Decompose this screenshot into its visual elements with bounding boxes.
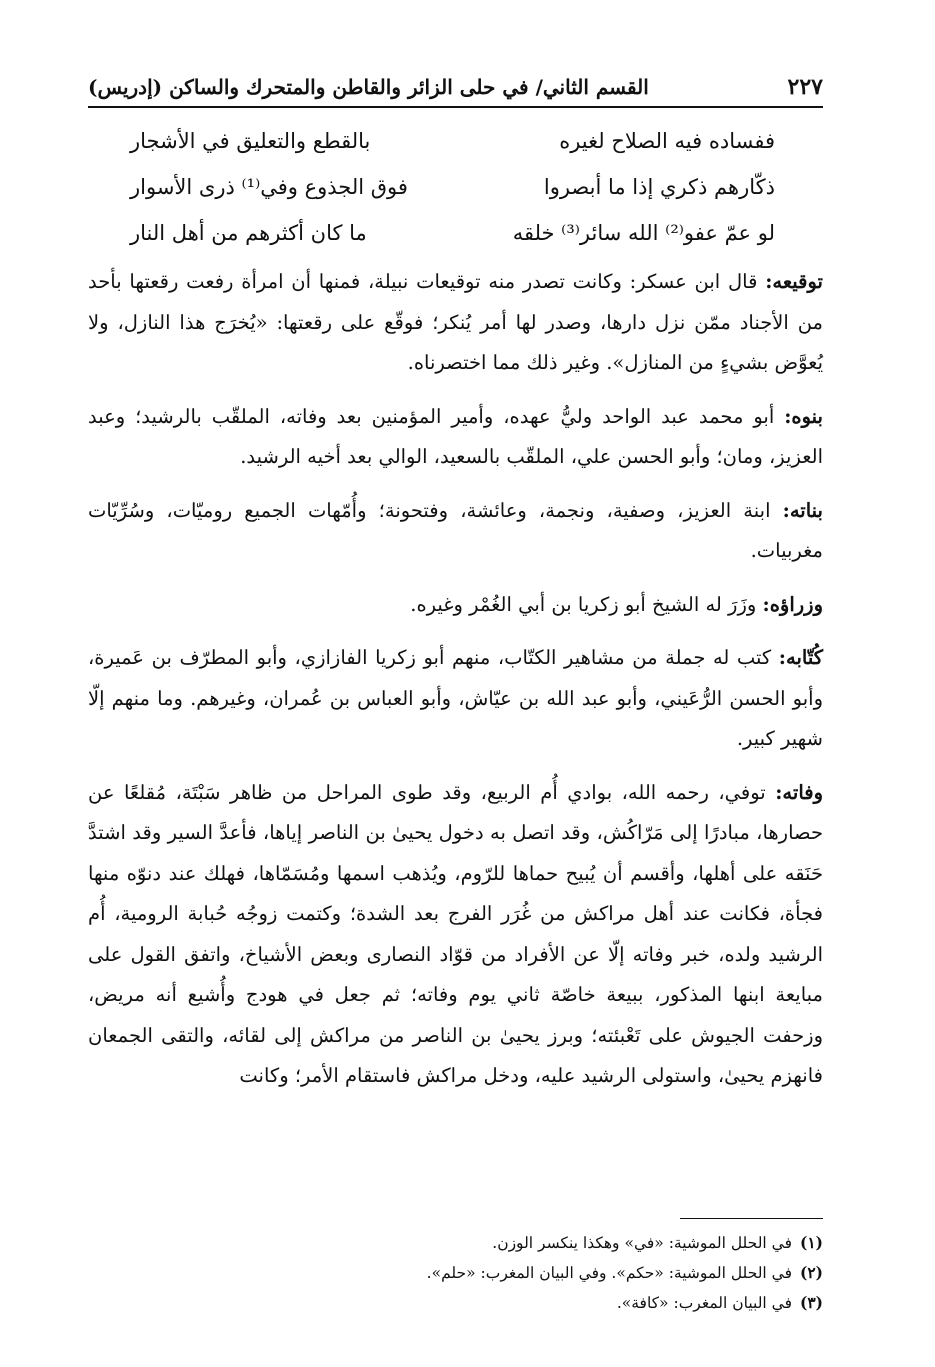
section-label: بناته: — [782, 498, 823, 522]
body-text — [88, 262, 823, 1110]
verse-first-hemistich: ففساده فيه الصلاح لغيره — [559, 129, 775, 153]
poem — [130, 118, 775, 256]
verse-second-hemistich: ما كان أكثرهم من أهل النار — [130, 221, 367, 245]
footnotes — [300, 1228, 823, 1318]
verse — [130, 164, 775, 210]
page-number: ٢٢٧ — [787, 74, 823, 100]
verse — [130, 210, 775, 256]
section-label: وزراؤه: — [762, 592, 823, 616]
verse-second-hemistich: فوق الجذوع وفي⁽¹⁾ ذرى الأسوار — [130, 175, 408, 199]
footnote-number: (٢) — [799, 1263, 823, 1282]
paragraph-text: ابنة العزيز، وصفية، ونجمة، وعائشة، وفتحونة؛ وأُمّهات الجميع روميّات، وسُرِّيّات مغربيات. — [88, 498, 823, 562]
page-header — [88, 70, 823, 104]
section-label: بنوه: — [784, 404, 823, 428]
paragraph-text: توفي، رحمه الله، بوادي أُم الربيع، وقد طوى المراحل من ظاهر سَبْتَة، مُقلعًا عن حصارها، مبادرًا إلى مَرّاكُش، وقد اتصل به دخول يحيىٰ بن الناصر إياها، فأعدَّ السير وقد اشتدَّ حَنَقه على أهلها، وأقسم أن يُبيح حماها للرّوم، ويُذهب اسمها ومُسَمّاها، فهلك عند دنوّه منها فجأة، فكانت عند أهل مراكش من غُرَر الفرج بعد الشدة؛ وكتمت زوجُه حُبابة الرومية، أُم الرشيد ولده، خبر وفاته إلّا عن الأفراد من قوّاد النصارى وبعض الأشياخ، واتفق القول على مبايعة ابنها المذكور، ببيعة خاصّة ثاني يوم وفاته؛ ثم جعل في هودج وأُشيع أنه مريض، وزحفت الجيوش على تَعْبئته؛ وبرز يحيىٰ بن الناصر من مراكش إلى لقائه، والتقى الجمعان فانهزم يحيىٰ، واستولى الرشيد عليه، ودخل مراكش فاستقام الأمر؛ وكانت — [88, 780, 823, 1087]
section-label: وفاته: — [775, 780, 823, 804]
verse-first-hemistich: لو عمّ عفو⁽²⁾ الله سائر⁽³⁾ خلقه — [512, 221, 775, 245]
paragraph-signatures — [88, 262, 823, 384]
paragraph-ministers — [88, 585, 823, 626]
header-rule — [88, 106, 823, 108]
section-label: توقيعه: — [765, 270, 823, 293]
verse-first-hemistich: ذكّارهم ذكري إذا ما أبصروا — [543, 175, 775, 199]
paragraph-scribes — [88, 638, 823, 760]
footnote — [300, 1288, 823, 1318]
paragraph-text: كتب له جملة من مشاهير الكتّاب، منهم أبو زكريا الفازازي، وأبو المطرّف بن عَميرة، وأبو الحسن الرُّعَيني، وأبو عبد الله بن عيّاش، وأبو العباس بن عُمران، وغيرهم. وما منهم إلّا شهير كبير. — [88, 646, 823, 750]
paragraph-text: أبو محمد عبد الواحد وليُّ عهده، وأمير المؤمنين بعد وفاته، الملقّب بالرشيد؛ وعبد العزيز، ومان؛ وأبو الحسن علي، الملقّب بالسعيد، الوالي بعد أخيه الرشيد. — [88, 404, 823, 468]
footnote — [300, 1228, 823, 1258]
paragraph-text: قال ابن عسكر: وكانت تصدر منه توقيعات نبيلة، فمنها أن امرأة رفعت رقعتها بأحد من الأجناد ممّن نزل دارها، وصدر لها أمر يُنكر؛ فوقّع على رقعتها: «يُخرَج هذا النازل، ولا يُعوَّض بشيءٍ من المنازل». وغير ذلك مما اختصرناه. — [88, 270, 823, 374]
paragraph-sons — [88, 397, 823, 478]
running-title: القسم الثاني/ في حلى الزائر والقاطن والمتحرك والساكن (إدريس) — [88, 75, 649, 99]
paragraph-text: وزَرَ له الشيخ أبو زكريا بن أبي الغُمْر وغيره. — [410, 592, 763, 616]
verse-second-hemistich: بالقطع والتعليق في الأشجار — [130, 129, 371, 153]
section-label: كُتّابه: — [778, 646, 823, 669]
footnote-text: في البيان المغرب: «كافة». — [616, 1294, 792, 1312]
paragraph-daughters — [88, 491, 823, 572]
verse — [130, 118, 775, 164]
footnote — [300, 1258, 823, 1288]
footnote-number: (١) — [799, 1233, 823, 1252]
footnote-text: في الحلل الموشية: «في» وهكذا ينكسر الوزن. — [492, 1234, 792, 1252]
footnote-number: (٣) — [799, 1293, 823, 1312]
paragraph-death — [88, 773, 823, 1097]
footnote-text: في الحلل الموشية: «حكم». وفي البيان المغرب: «حلم». — [426, 1264, 792, 1282]
footnote-rule — [680, 1218, 823, 1219]
